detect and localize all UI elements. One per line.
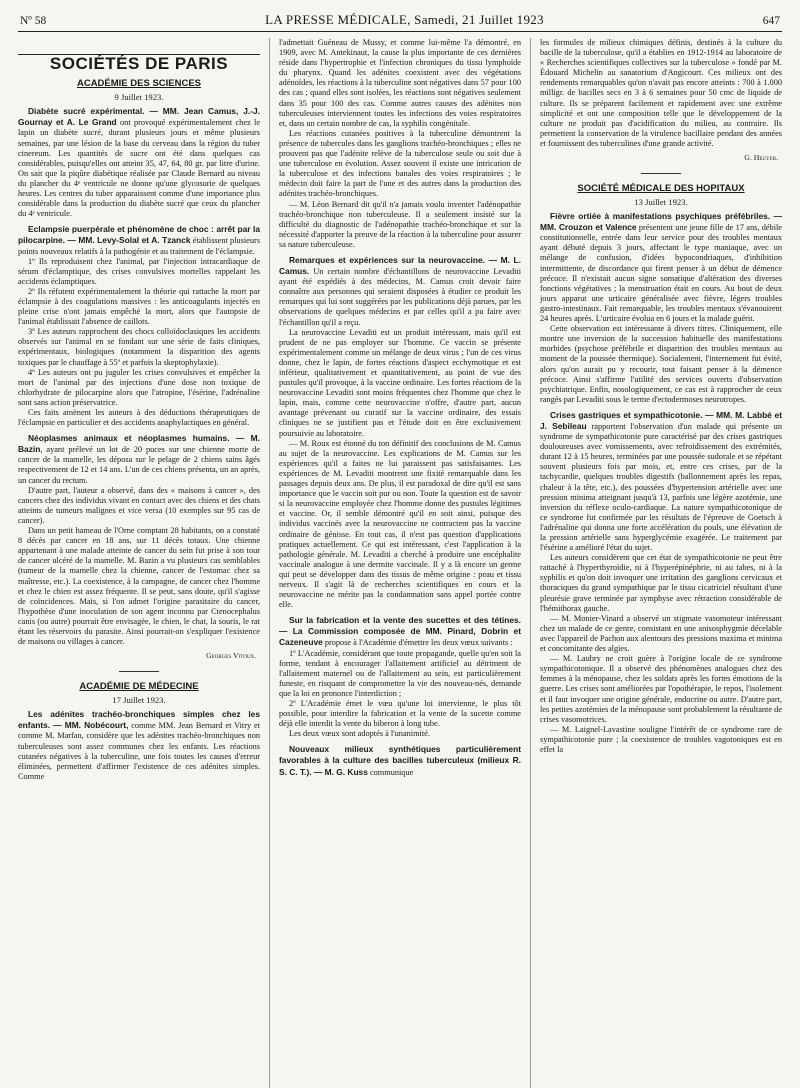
section-date: 13 Juillet 1923. [634, 197, 688, 208]
article-heading: Eclampsie puerpérale et phénomène de choc : arrêt par la pilocarpine. — MM. Levy-Solal et A. Tzanck [18, 224, 260, 246]
article-text: Un certain nombre d'échantillons de neurovaccine Levaditi ayant été expédiés à des médecins, M. Camus croit devoir faire connaître aux personnes qui seraient disposées à étudier ce produit les remarques qui lui sont suggérées par les publications déjà parues, par les observations de quelques médecins et par celles qu'il a pu faire avec l'échantillon qu'il a reçu. [279, 267, 522, 327]
article-text: ont provoqué expérimentalement chez le lapin un diabète sucré, durant plusieurs jours et même plusieurs semaines, par une lésion de la base du cerveau dans la région du tuber cinereum. Les quantités de sucre ont été dans quelques cas considérables, puisqu'elles ont atteint 35, 47, 64, 80 gr. par litre d'urine. On sait que la piqûre diabétique réalisée par Claude Bernard au niveau du plancher du 4ᵉ ventricule ne donne qu'une glycosurie de quelques heures. Les centres du tuber apparaissent comme d'une importance plus considérable dans la production du diabète sucré que ceux du plancher du 4ᵉ ventricule. [18, 118, 261, 219]
paragraph [279, 615, 521, 648]
article-text: rapportent l'observation d'un malade qui présente un syndrome de sympathicotonie pure caractérisé par des crises gastriques douloureuses avec vomissements, avec refroidissement des extrémités, durant 12 à 15 heures, terminées par une poussée sudorale et se répétant souvent plusieurs fois par mois, et, entre ces crises, par de la tachycardie, quelques troubles digestifs (ballonnement après les repas, chaleur à la tête, etc.), des poussées d'hypertension artérielle avec une pression minima atteignant jusqu'à 13, parfois une légère azotémie, une inversion du réflexe oculo-cardiaque. La nature sympathicotonique de ce syndrome fut confirmée par les résultats de l'épreuve de Goetsch à l'adrénaline qui donna une forte accélération du pouls, une élévation de la pression artérielle sans hyperglycémie exagérée. Le traitement par l'ésérine a amélioré l'état du sujet. [540, 421, 782, 553]
paragraph: La neurovaccine Levaditi est un produit intéressant, mais qu'il est prudent de ne pas employer sur l'homme. Ce vaccin se présente expérimentalement comme un mélange de deux virus ; l'un de ces virus donne, chez le lapin, de fortes réactions d'aspect ecchymotique et est inférieur, qualitativement et quantitativement, au point de vue des pustules qu'il provoque, à la vaccine ordinaire. Les fortes réactions de la neurovaccine Levaditi sont moins fréquentes chez l'homme que chez le lapin, mais, comme cette neurovaccine n'offre, d'autre part, aucun avantage prévenant ou curatif sur la vaccine ordinaire, des essais cliniques ne se justifient pas et l'étude doit en être exclusivement poursuivie au laboratoire. [279, 327, 521, 438]
paragraph [540, 211, 782, 324]
paragraph: 1º Ils reproduisent chez l'animal, par l'injection intracardiaque de sérum d'éclamptique, des crises convulsives mortelles rappelant les accidents éclamptiques. [18, 256, 260, 286]
paragraph: Cette observation est intéressante à divers titres. Cliniquement, elle montre une inversion de la succession habituelle des manifestations morbides (psychose préfébrile et disparition des troubles mentaux au moment de la poussée thermique). Socialement, l'internement fut évité, alors qu'on aurait pu y recourir, tout faisant penser à la démence précoce. Ainsi s'affirme l'utilité des services ouverts d'observation psychiatrique. Enfin, nosologiquement, ce cas est à rapprocher de ceux rangés par Levaditi sous le terme d'ectodermoses neurotropes. [540, 324, 782, 404]
column-3 [531, 38, 782, 1088]
paragraph: — M. Laignel-Lavastine souligne l'intérêt de ce syndrome rare de sympathicotonie pure ; la coexistence de troubles vagotoniques est en effet la [540, 724, 782, 754]
article-heading: Nouveaux milieux synthétiques particulièrement favorables à la culture des bacilles tuberculeux (milieux R. S. C. T.). — M. G. Kuss [279, 744, 521, 777]
article-heading: Néoplasmes animaux et néoplasmes humains. — M. Bazin [18, 433, 260, 455]
article-heading: Diabète sucré expérimental. — MM. Jean Camus, J.-J. Gournay et A. Le Grand [18, 106, 260, 128]
paragraph [279, 255, 521, 328]
article-text: propose à l'Académie d'émettre les deux vœux suivants : [324, 638, 513, 648]
paragraph: Dans un petit hameau de l'Orne comptant 28 habitants, on a constaté 8 décès par cancer en 18 ans, sur 11 décès totaux. Une chienne appartenant à une malade atteinte de cancer du sein fut prise à son tour de cancer ulcéré de la mamelle. M. Bazin a vu plusieurs cas semblables (tumeur de la mamelle chez la chienne, cancer de l'estomac chez sa maîtresse, etc.). La coexistence, à la campagne, de cancer chez l'homme et chez le chien est assez fréquente. Il se peut, sans doute, qu'il s'agisse de coïncidences. Mais, si l'on admet l'origine parasitaire du cancer, l'hypothèse d'une inoculation de son agent inconnu par Ctenocephalus canis (ou autre) pourrait être envisagée, le chien, le chat, la souris, le rat étant les réservoirs du parasite. Ainsi pourrait-on s'expliquer l'existence de maisons ou villages à cancer. [18, 526, 260, 647]
page-number: 647 [762, 15, 780, 27]
article-text: , ayant prélevé un lot de 20 puces sur une chienne morte de cancer de la mamelle, les déposa sur le pelage de 2 chiens sains âgés respectivement de 12 et 14 ans. L'un de ces chiens présenta, un an après, un cancer du rectum. [18, 445, 260, 485]
paragraph [18, 709, 260, 782]
section-date: 9 Juillet 1923. [114, 92, 164, 103]
section-title-academie-medecine: ACADÉMIE DE MÉDECINE [79, 681, 199, 693]
article-text: communique [369, 767, 414, 777]
column-2 [270, 38, 531, 1088]
article-text: présentent une jeune fille de 17 ans, débile constitutionnelle, entrée dans leur service pour des troubles mentaux ayant débuté depuis 3 jours, affectant le type maniaque, avec un mélange de confusion, d'idées hypocondriaques, d'inhibition intermittente, de discordance qui firent penser à un début de démence précoce. Il n'existait aucun signe somatique d'altération des diverses fonctions végétatives ; la menstruation était en cours. Au bout de deux jours apparut une urticaire généralisée avec fièvre, légers troubles gastro-intestinaux. Fait remarquable, les troubles mentaux s'évanouirent 24 heures après. L'urticaire évolua en 6 jours et la malade guérit. [540, 223, 782, 324]
article-text: établissent plusieurs points nouveaux relatifs à la pathogénie et au traitement de l'éclampsie. [18, 236, 261, 256]
running-header [18, 12, 782, 32]
paragraph: 2º L'Académie émet le vœu qu'une loi intervienne, le plus tôt possible, pour interdire la fabrication et la vente de la sucette comme déjà elle interdit la vente du biberon à long tube. [279, 699, 521, 729]
paragraph [279, 744, 521, 777]
paragraph [540, 410, 782, 553]
issue-number: Nº 58 [20, 15, 47, 27]
paragraph: les formules de milieux chimiques définis, destinés à la culture du bacille de la tuberculose, qu'il a établies en 1912-1914 au laboratoire de « Recherches scientifiques collectives sur la tuberculose » fondé par M. Édouard Michelin au sanatorium d'Angicourt. Ces milieux ont des rendements remarquables qu'on n'avait pas encore atteints : 700 à 1.000 milligr. de bacilles secs en 3 à 6 semaines pour 50 cmc de liquide de culture. Ils se préparent facilement et rapidement avec une extrême simplicité et ont une composition telle que le développement de la culture ne produit pas d'acidification du milieu, au contraire. Ils permettent la conservation de la virulence bacillaire pendant des années et fournissent des tuberculines d'une grande activité. [540, 38, 782, 148]
paragraph: 4º Les auteurs ont pu juguler les crises convulsives et empêcher la mort de l'animal par des injections d'une dose non toxique de chlorhydrate de pilocarpine alors que l'atropine, l'ésérine, l'adrénaline sont sans action préservatrice. [18, 367, 260, 407]
paragraph: Les réactions cutanées positives à la tuberculine démontrent la présence de tubercules dans les ganglions trachéo-bronchiques ; elles ne prouvent pas que l'adénite relève de la tuberculose seule ou soit due à une tuberculose en évolution. Assez souvent il existe une intrication de la tuberculose et des infections banales des voies respiratoires ; le médecin doit faire la part de l'une et des autres dans la production des adénites trachéo-bronchiques. [279, 128, 521, 199]
paragraph [18, 106, 260, 219]
columns [18, 38, 782, 1088]
section-date: 17 Juillet 1923. [112, 695, 166, 706]
section-title-academie-sciences: ACADÉMIE DES SCIENCES [76, 78, 202, 90]
article-heading: Crises gastriques et sympathicotonie. — MM. M. Labbé et J. Sebileau [540, 409, 782, 431]
paragraph: D'autre part, l'auteur a observé, dans des « maisons à cancer », des cancers chez des individus vivant en contact avec des chiens et des chats atteints de tumeurs malignes et vice versa (10 exemples sur 95 cas de cancer). [18, 485, 260, 525]
paragraph [18, 433, 260, 485]
signature: Georges Vitoux. [206, 651, 256, 661]
paragraph: — M. Léon Bernard dit qu'il n'a jamais voulu inventer l'adénopathie trachéo-bronchique non tuberculeuse. Il a seulement insisté sur la difficulté du diagnostic de l'adénopathie trachéo-bronchique et sur la nécessité d'apporter la preuve de la réaction à la tuberculine pour assurer sa nature tuberculeuse. [279, 199, 521, 249]
separator [119, 671, 159, 672]
article-heading: Remarques et expériences sur la neurovaccine. — M. L. Camus. [279, 254, 521, 277]
paragraph: Les deux vœux sont adoptés à l'unanimité. [289, 729, 430, 739]
article-heading: Les adénites trachéo-bronchiques simples chez les enfants. — MM. Nobécourt, [18, 709, 260, 731]
paragraph [18, 224, 260, 256]
column-1 [18, 38, 270, 1088]
paragraph: l'admettait Guéneau de Mussy, et comme lui-même l'a démontré, en 1909, avec M. Antekinaut, la cause la plus importante de ces dernières réside dans l'hypertrophie et l'infection chroniques du tissu lymphoïde du pharynx. Quand les adénites coexistent avec des végétations adénoïdes, les réactions à la tuberculine sont négatives dans 57 pour 100 des cas ; quand elles sont isolées, les réactions sont négatives seulement dans 35 pour 100 des cas. Comme autres causes des adénites non tuberculeuses interviennent toutes les infections des voies respiratoires et, dans un certain nombre de cas, la syphilis congénitale. [279, 38, 521, 128]
separator [641, 173, 681, 174]
article-heading: Fièvre ortiée à manifestations psychiques préfébriles. — MM. Crouzon et Valence [540, 211, 782, 233]
paragraph: Ces faits amènent les auteurs à des déductions thérapeutiques de l'éclampsie en particulier et des accidents anaphylactiques en général. [18, 408, 260, 428]
paragraph: 1º L'Académie, considérant que toute propagande, quelle qu'en soit la forme, tendant à encourager l'allaitement artificiel au détriment de l'allaitement maternel ou de l'allaitement au sein, est particulièrement funeste, en risquant de compromettre la vie des nouveau-nés, demande que la loi en prononce l'interdiction ; [279, 648, 521, 698]
paragraph: 2º Ils réfutent expérimentalement la théorie qui rattache la mort par éclampsie à des coagulations massives : les anticoagulants injectés en pleine crise n'ont jamais empêché la mort, alors que l'autopsie de l'animal établissait l'absence de caillots. [18, 286, 260, 327]
paragraph: — M. Roux est étonné du ton définitif des conclusions de M. Camus au sujet de la neurovaccine. Les explications de M. Camus sur les expériences qu'il a faites ne lui paraissent pas satisfaisantes. Les expériences de M. Levaditi montrent une fixité remarquable dans les passages depuis deux ans. De plus, il est paradoxal de dire qu'il est sans importance que le vaccin soit pur ou non. Toute la question est de savoir si la neurovaccine employée chez l'homme donne des pustules légitimes et vaccine. Or, il semble démontré qu'il en soit ainsi, puisque des individus vaccinés avec la neurovaccine ne contractent pas la vaccine ordinaire de génisse. En tout cas, il n'est pas question d'applications pratiques actuellement. Ce qui est intéressant, c'est l'application à la pathologie générale. M. Levaditi a cherché à produire une encéphalite vaccinale analogue à une dermite vaccinale. Il y a là encore un germe qui peut se développer dans des tissus de même origine : peau et tissu nerveux. Il s'agit là de recherches scientifiques en cours et la neurovaccine ne mérite pas la condamnation sans appel portée contre elle. [279, 438, 521, 610]
main-title: SOCIÉTÉS DE PARIS [18, 54, 260, 69]
journal-title: LA PRESSE MÉDICALE, Samedi, 21 Juillet 1923 [265, 12, 544, 27]
section-title-societe-medicale: SOCIÉTÉ MÉDICALE DES HOPITAUX [577, 182, 745, 194]
paragraph: — M. Monier-Vinard a observé un stigmate vasomoteur intéressant chez un malade de ce genre, consistant en une anisosphygmie décelable avec l'appareil de Pachon aux alentours des pressions maxima et minima et concomitante des algies. [540, 613, 782, 654]
article-heading: Sur la fabrication et la vente des sucettes et des tétines. — La Commission composée de MM. Pinard, Dobrin et Cazeneuve [279, 615, 521, 648]
signature: G. Heuyer. [744, 153, 778, 163]
paragraph: Les auteurs considèrent que cet état de sympathicotonie ne peut être rattaché à l'hyperthyroïdie, ni à l'hyperépinéphrie, ni au tabes, ni à la syphilis et qu'on doit invoquer une irritation des ganglions cervicaux et thoraciques du grand sympathique par le tissu cicatriciel résultant d'une pleurésie grave terminée par symphyse avec rétraction considérable de l'hémithorax gauche. [540, 553, 782, 613]
paragraph: — M. Laubry ne croit guère à l'origine locale de ce syndrome sympathicotonique. Il a observé des phénomènes analogues chez des femmes à la ménopause, chez les soldats après les fortes émotions de la guerre. Les crises sont améliorées par l'opothérapie, le repos, l'isolement et il faut invoquer une origine générale, endocrine ou autre. D'autre part, les petites azotémies de la ménopause sont probablement la résultante de crises vasomotrices. [540, 654, 782, 724]
paragraph: 3º Les auteurs rapprochent des chocs colloïdoclasiques les accidents observés sur l'animal en se fondant sur une série de faits cliniques, expérimentaux, biologiques (notamment la disparition des agents toxiques par le chauffage à 55º et parfois la skeptophylaxie). [18, 327, 260, 367]
article-text: comme MM. Jean Bernard et Vitry et comme M. Marfan, considère que les adénites trachéo-bronchiques non tuberculeuses sont assez communes chez les enfants. Les réactions cutanées négatives à la tuberculine, une fois toutes les causes d'erreur éliminées, permettent d'affirmer l'existence de ces adénites simples. Comme [18, 721, 260, 781]
